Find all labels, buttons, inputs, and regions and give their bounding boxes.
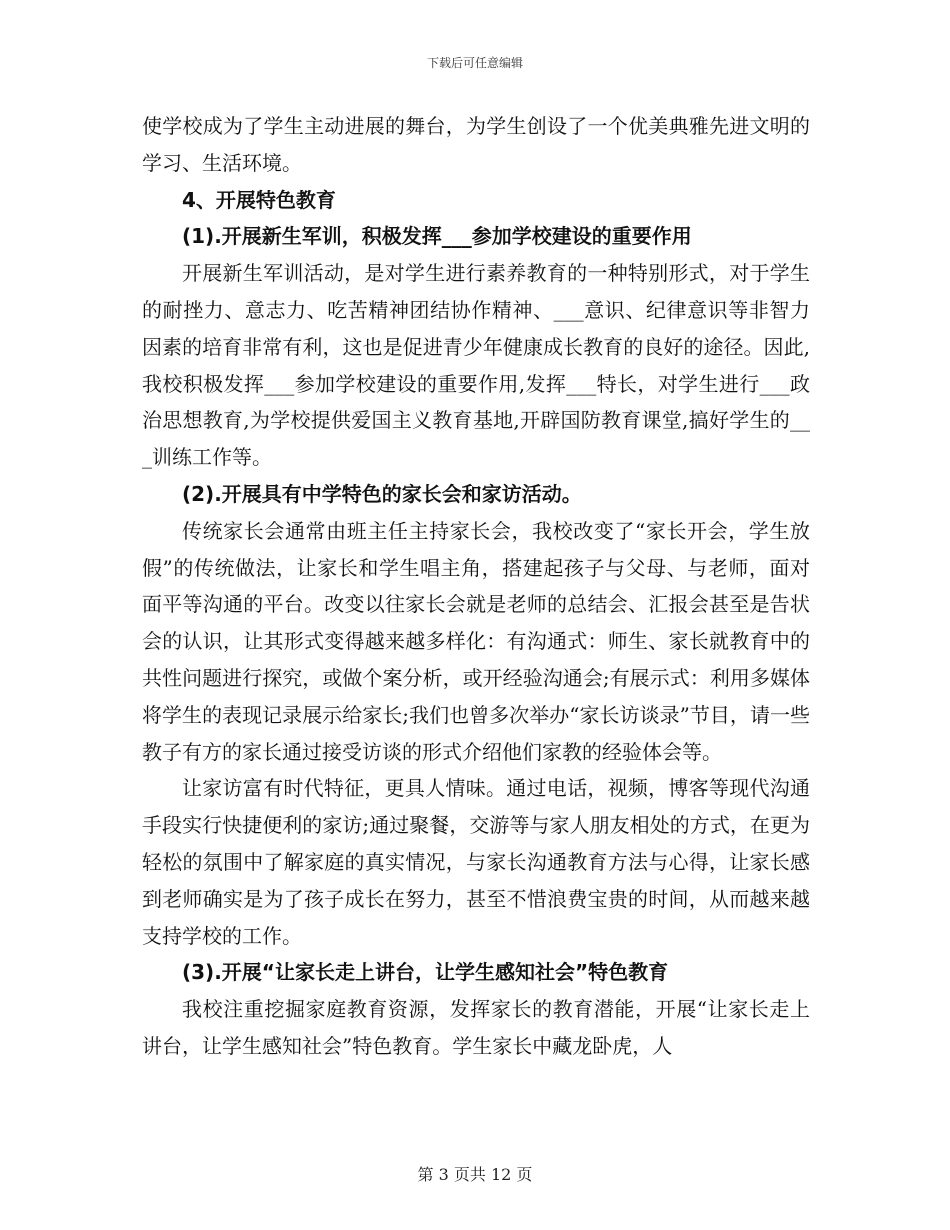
paragraph: 让家访富有时代特征，更具人情味。通过电话，视频，博客等现代沟通手段实行快捷便利的家访;通过聚餐，交游等与家人朋友相处的方式，在更为轻松的氛围中了解家庭的真实情况，与家长沟通教育方法与心得，让家长感到老师确实是为了孩子成长在努力，甚至不惜浪费宝贵的时间，从而越来越支持学校的工作。	[142, 776, 810, 948]
page-footer: 第 3 页共 12 页	[417, 1165, 533, 1184]
subsection-heading: (3).开展“让家长走上讲台，让学生感知社会”特色教育	[182, 960, 669, 985]
section-heading: 4、开展特色教育	[182, 187, 336, 212]
subsection-heading: (1).开展新生军训，积极发挥___参加学校建设的重要作用	[182, 224, 692, 249]
document-body	[142, 108, 810, 1065]
paragraph: 开展新生军训活动，是对学生进行素养教育的一种特别形式，对于学生的耐挫力、意志力、吃苦精神团结协作精神、___意识、纪律意识等非智力因素的培育非常有利，这也是促进青少年健康成长教育的良好的途径。因此,我校积极发挥___参加学校建设的重要作用,发挥___特长，对学生进行___政治思想教育,为学校提供爱国主义教育基地,开辟国防教育课堂,搞好学生的___训练工作等。	[142, 261, 810, 470]
paragraph-continuation: 使学校成为了学生主动进展的舞台，为学生创设了一个优美典雅先进文明的学习、生活环境。	[142, 114, 810, 175]
subsection-heading: (2).开展具有中学特色的家长会和家访活动。	[182, 481, 582, 506]
paragraph: 传统家长会通常由班主任主持家长会，我校改变了“家长开会，学生放假”的传统做法，让家长和学生唱主角，搭建起孩子与父母、与老师，面对面平等沟通的平台。改变以往家长会就是老师的总结会、汇报会甚至是告状会的认识，让其形式变得越来越多样化：有沟通式：师生、家长就教育中的共性问题进行探究，或做个案分析，或开经验沟通会;有展示式：利用多媒体将学生的表现记录展示给家长;我们也曾多次举办“家长访谈录”节目，请一些教子有方的家长通过接受访谈的形式介绍他们家教的经验体会等。	[142, 518, 810, 764]
paragraph: 我校注重挖掘家庭教育资源，发挥家长的教育潜能，开展“让家长走上讲台，让学生感知社会”特色教育。学生家长中藏龙卧虎，人	[142, 997, 810, 1058]
page-header: 下载后可任意编辑	[426, 56, 523, 70]
